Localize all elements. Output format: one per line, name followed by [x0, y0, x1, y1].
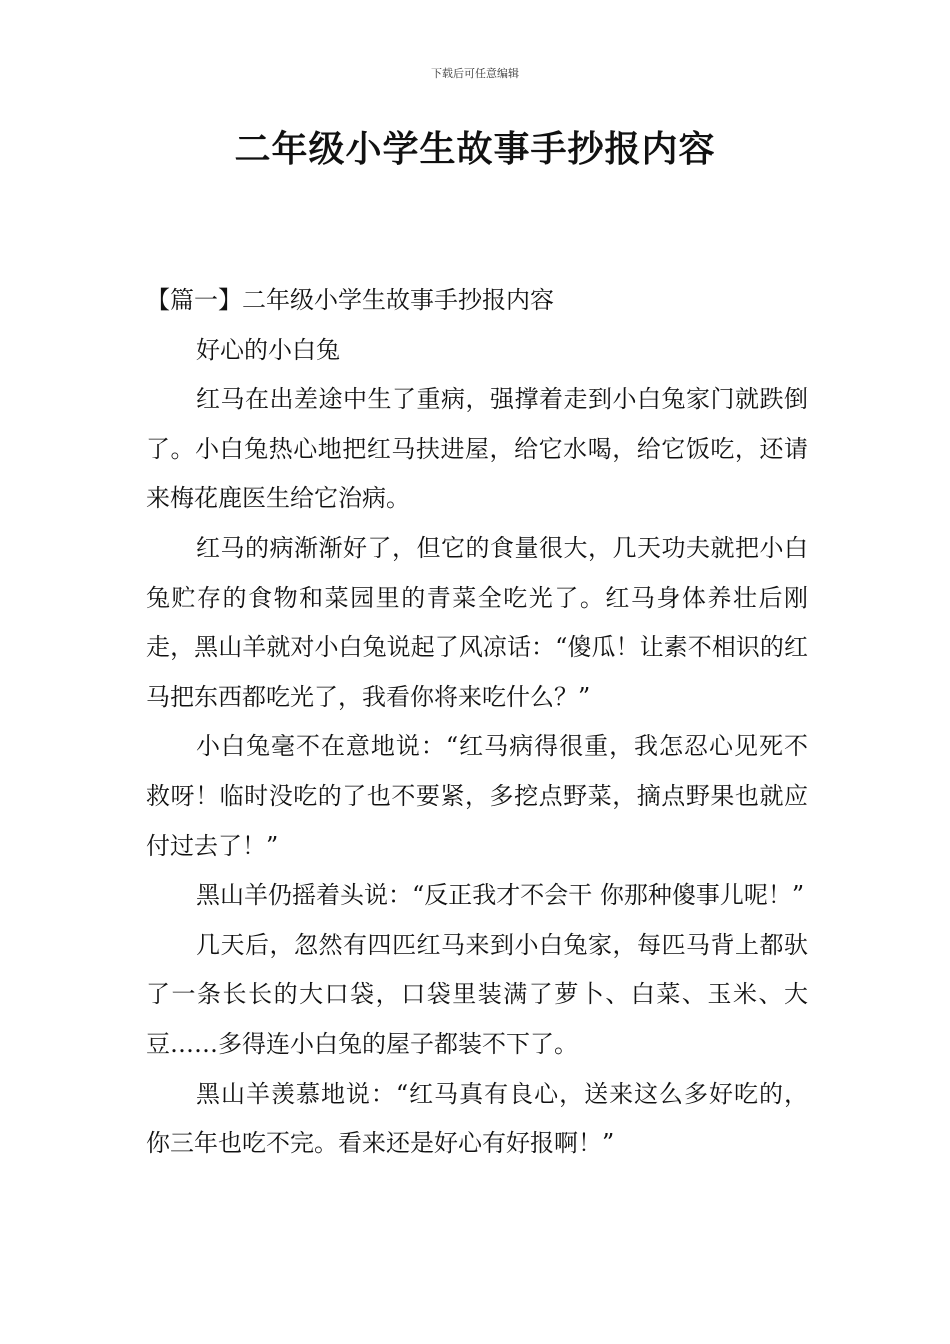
story-title: 好心的小白兔: [196, 335, 340, 364]
paragraph-5: 几天后，忽然有四匹红马来到小白兔家，每匹马背上都驮了一条长长的大口袋，口袋里装满了萝卜、白菜、玉米、大豆……多得连小白兔的屋子都装不下了。: [146, 930, 808, 1058]
paragraph-4: 黑山羊仍摇着头说：“反正我才不会干 你那种傻事儿呢！”: [196, 881, 805, 910]
document-title: 二年级小学生故事手抄报内容: [234, 129, 716, 170]
document-body: [146, 276, 808, 1169]
paragraph-3: 小白兔毫不在意地说：“红马病得很重，我怎忍心见死不救呀！临时没吃的了也不要紧，多挖点野菜，摘点野果也就应付过去了！”: [146, 732, 808, 860]
section-heading: 【篇一】二年级小学生故事手抄报内容: [146, 286, 554, 314]
paragraph-1: 红马在出差途中生了重病，强撑着走到小白兔家门就跌倒了。小白兔热心地把红马扶进屋，给它水喝，给它饭吃，还请来梅花鹿医生给它治病。: [146, 385, 808, 513]
header-note: 下载后可任意编辑: [431, 67, 519, 80]
paragraph-6: 黑山羊羡慕地说：“红马真有良心，送来这么多好吃的，你三年也吃不完。看来还是好心有好报啊！”: [146, 1079, 808, 1158]
paragraph-2: 红马的病渐渐好了，但它的食量很大，几天功夫就把小白兔贮存的食物和菜园里的青菜全吃光了。红马身体养壮后刚走，黑山羊就对小白兔说起了风凉话：“傻瓜！让素不相识的红马把东西都吃光了，我看你将来吃什么？”: [146, 533, 808, 711]
